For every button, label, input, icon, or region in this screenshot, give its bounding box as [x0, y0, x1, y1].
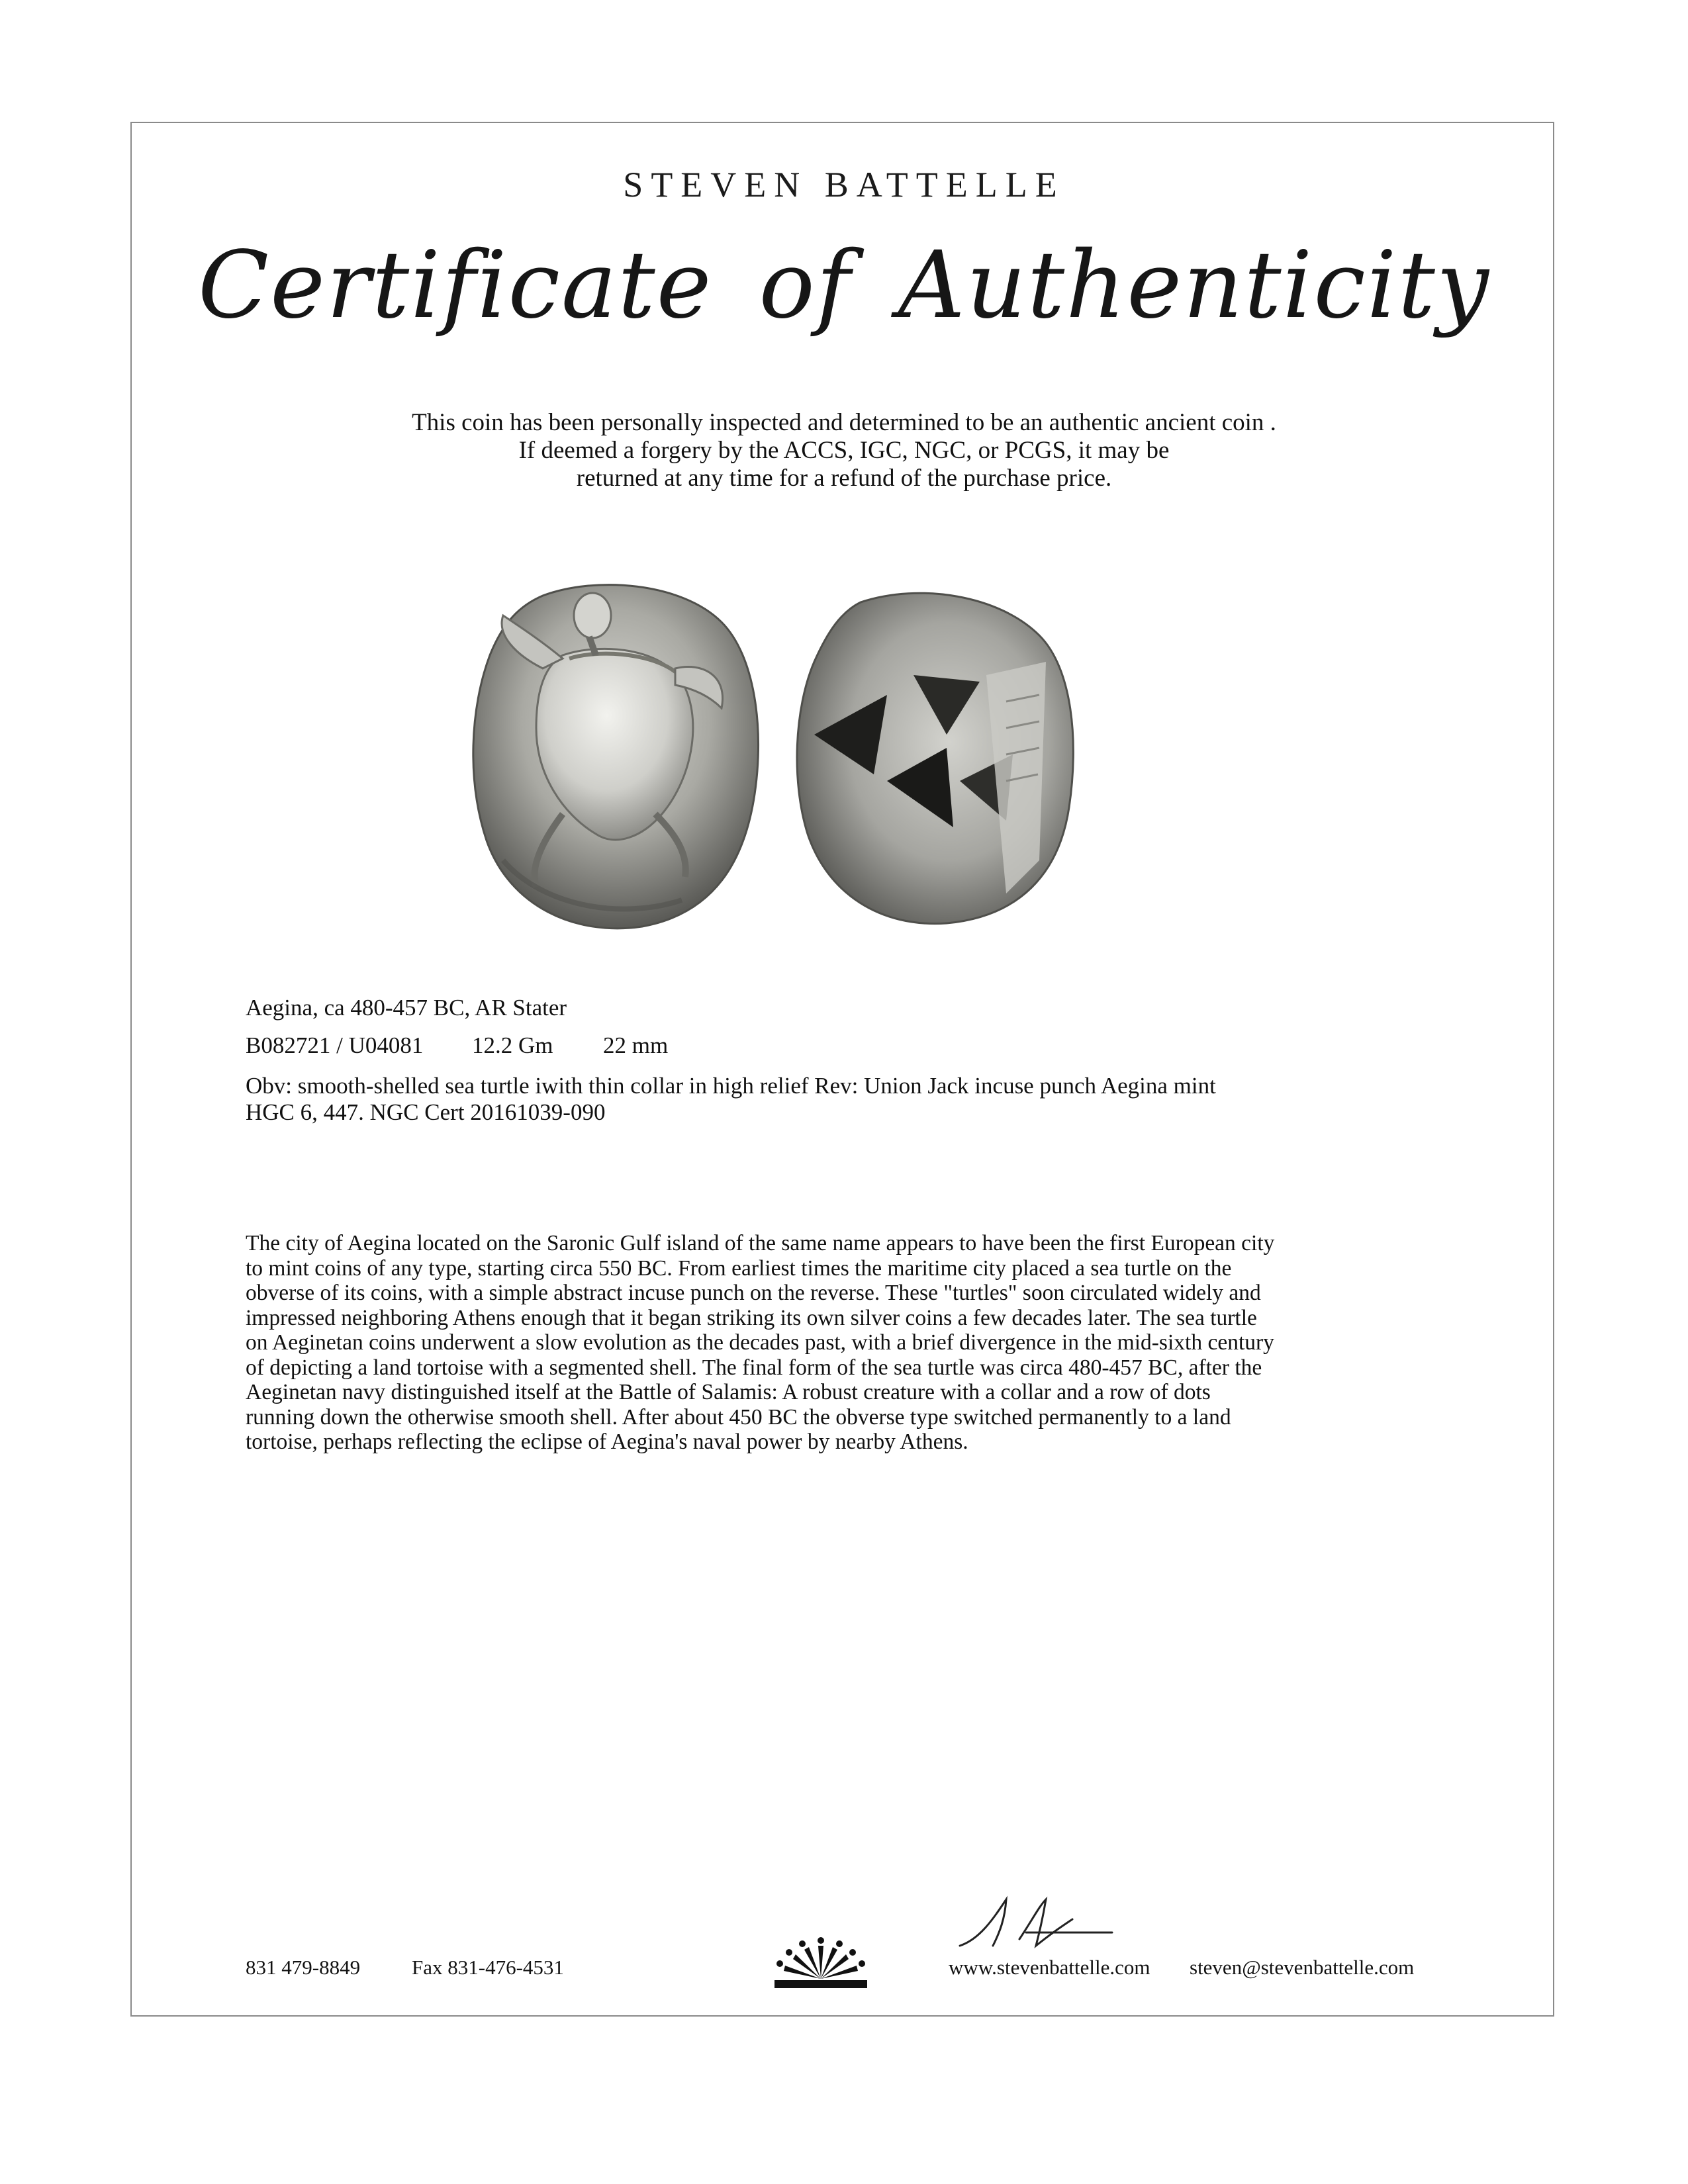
statement-line: This coin has been personally inspected and determined to be an authentic ancient coin . — [412, 409, 1276, 436]
brand-name: STEVEN BATTELLE — [623, 165, 1065, 205]
coin-diameter: 22 mm — [603, 1032, 669, 1058]
description-line: of depicting a land tortoise with a segmented shell. The final form of the sea turtle was circa 480-457 BC, after the — [246, 1355, 1262, 1380]
description-line: to mint coins of any type, starting circa 550 BC. From earliest times the maritime city placed a sea turtle on the — [246, 1255, 1232, 1281]
footer-phone: 831 479-8849 — [246, 1956, 361, 1979]
coin-obverse-image — [463, 576, 768, 933]
title-word-authenticity: Authenticity — [898, 232, 1490, 340]
authenticity-statement — [0, 409, 1688, 492]
description-line: Aeginetan navy distinguished itself at the Battle of Salamis: A robust creature with a collar and a row of dots — [246, 1380, 1211, 1404]
description-line: running down the otherwise smooth shell. After about 450 BC the obverse type switched permanently to a land — [246, 1404, 1231, 1430]
historical-description — [246, 1231, 1411, 1455]
description-line: tortoise, perhaps reflecting the eclipse of Aegina's naval power by nearby Athens. — [246, 1430, 968, 1454]
certificate-title — [0, 232, 1688, 340]
coin-title: Aegina, ca 480-457 BC, AR Stater — [246, 995, 567, 1021]
coin-description — [246, 1073, 1216, 1126]
incuse-punch-reverse-coin-icon — [788, 582, 1079, 927]
footer-website[interactable]: www.stevenbattelle.com — [949, 1956, 1150, 1979]
description-line: The city of Aegina located on the Saronic Gulf island of the same name appears to have been the first European city — [246, 1231, 1275, 1255]
coin-specs — [246, 1032, 668, 1059]
turtle-obverse-coin-icon — [463, 576, 768, 933]
statement-line: If deemed a forgery by the ACCS, IGC, NGC, or PCGS, it may be — [518, 437, 1170, 464]
coin-weight: 12.2 Gm — [472, 1032, 553, 1058]
coin-reverse-image — [788, 582, 1079, 927]
signature-icon — [947, 1893, 1119, 1959]
title-word-of: of — [759, 232, 852, 340]
description-line: impressed neighboring Athens enough that it began striking its own silver coins a few decades later. The sea turtle — [246, 1305, 1257, 1330]
footer-fax: Fax 831-476-4531 — [412, 1956, 564, 1979]
description-line: obverse of its coins, with a simple abstract incuse punch on the reverse. These "turtles" soon circulated widely and — [246, 1281, 1261, 1305]
obverse-reverse-description: Obv: smooth-shelled sea turtle iwith thin collar in high relief Rev: Union Jack incuse punch Aegina mint — [246, 1073, 1216, 1099]
reference-numbers: HGC 6, 447. NGC Cert 20161039-090 — [246, 1099, 606, 1125]
title-word-certificate: Certificate — [198, 232, 713, 340]
inventory-number: B082721 / U04081 — [246, 1032, 424, 1058]
certificate-border — [130, 122, 1554, 2017]
sunburst-logo-icon — [768, 1926, 874, 1992]
statement-line: returned at any time for a refund of the purchase price. — [576, 465, 1112, 492]
footer-email[interactable]: steven@stevenbattelle.com — [1190, 1956, 1415, 1979]
description-line: on Aeginetan coins underwent a slow evolution as the decades past, with a brief divergence in the mid-sixth century — [246, 1330, 1274, 1355]
